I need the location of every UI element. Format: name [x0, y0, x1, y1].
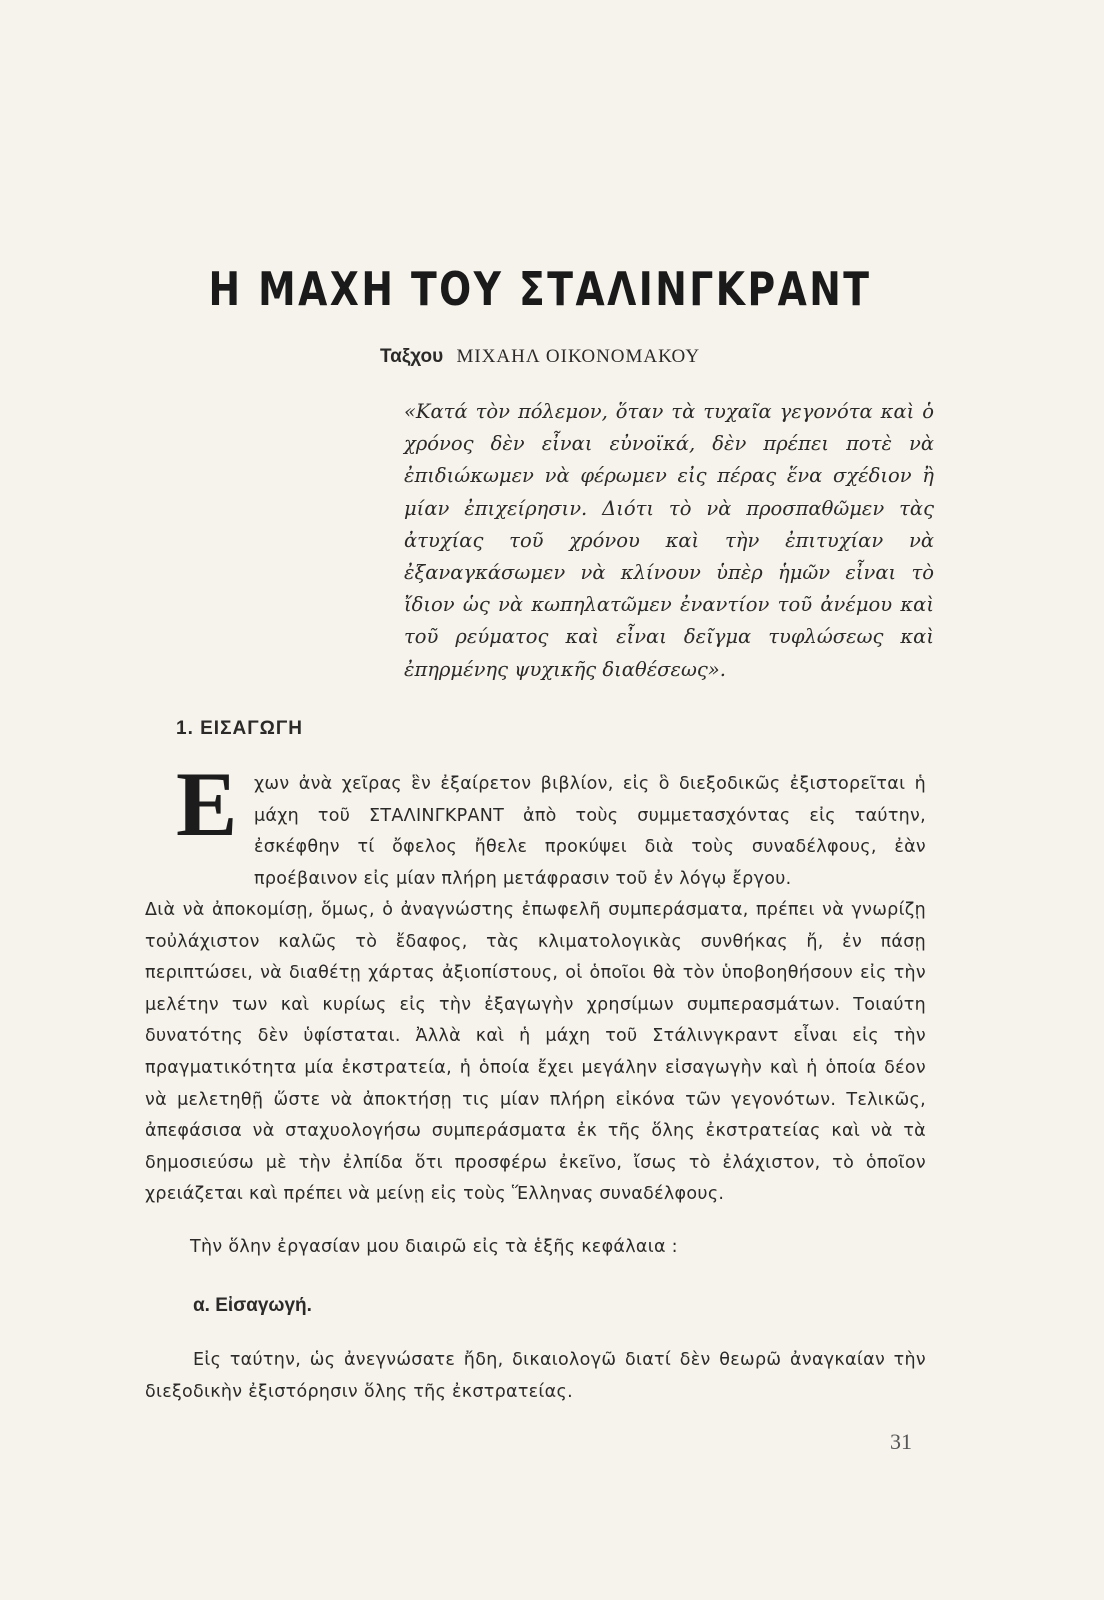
- subsection-paragraph: Εἰς ταύτην, ὡς ἀνεγνώσατε ἤδη, δικαιολογῶ διατί δὲν θεωρῶ ἀναγκαίαν τὴν διεξοδικὴν ἐξιστόρησιν ὅλης τῆς ἐκστρατείας.: [145, 1350, 926, 1402]
- subsection-heading: α. Εἰσαγωγή.: [193, 1295, 312, 1316]
- drop-cap-letter: Ε: [176, 753, 238, 855]
- author-line: [0, 346, 1080, 368]
- chapter-division-sentence: Τὴν ὅλην ἐργασίαν μου διαιρῶ εἰς τὰ ἑξῆς κεφάλαια :: [190, 1237, 678, 1257]
- page-number: 31: [890, 1429, 912, 1454]
- section-heading: 1. ΕΙΣΑΓΩΓΗ: [176, 718, 303, 739]
- article-title: Η ΜΑΧΗ ΤΟΥ ΣΤΑΛΙΝΓΚΡΑΝΤ: [208, 262, 872, 316]
- epigraph-quote: «Κατά τὸν πόλεμον, ὅταν τὰ τυχαῖα γεγονότα καὶ ὁ χρόνος δὲν εἶναι εὐνοϊκά, δὲν πρέπει ποτὲ νὰ ἐπιδιώκωμεν νὰ φέρωμεν εἰς πέρας ἕνα σχέδιον ἢ μίαν ἐπιχείρησιν. Διότι τὸ νὰ προσπαθῶμεν τὰς ἀτυχίας τοῦ χρόνου καὶ τὴν ἐπιτυχίαν νὰ ἐξαναγκάσωμεν νὰ κλίνουν ὑπὲρ ἡμῶν εἶναι τὸ ἴδιον ὡς νὰ κωπηλατῶμεν ἐναντίον τοῦ ἀνέμου καὶ τοῦ ρεύματος καὶ εἶναι δεῖγμα τυφλώσεως καὶ ἐπηρμένης ψυχικῆς διαθέσεως».: [404, 400, 934, 681]
- author-rank: Ταξχου: [379, 346, 444, 367]
- author-name: ΜΙΧΑΗΛ ΟΙΚΟΝΟΜΑΚΟΥ: [456, 346, 701, 367]
- intro-paragraph-first-lines: χων ἀνὰ χεῖρας ἓν ἐξαίρετον βιβλίον, εἰς ὃ διεξοδικῶς ἐξιστορεῖται ἡ μάχη τοῦ ΣΤΑΛΙΝΓΚΡΑΝΤ ἀπὸ τοὺς συμμετασχόντας εἰς ταύτην, ἐσκέφθην τί ὄφελος ἤθελε προκύψει διὰ τοὺς συναδέλφους, ἐὰν προέβαινον εἰς μίαν πλήρη μετάφρασιν τοῦ ἐν λόγῳ ἔργου.: [254, 774, 926, 889]
- intro-paragraph-continuation: Διὰ νὰ ἀποκομίσῃ, ὅμως, ὁ ἀναγνώστης ἐπωφελῆ συμπεράσματα, πρέπει νὰ γνωρίζῃ τοὐλάχιστον καλῶς τὸ ἔδαφος, τὰς κλιματολογικὰς συνθήκας ἤ, ἐν πάσῃ περιπτώσει, νὰ διαθέτῃ χάρτας ἀξιοπίστους, οἱ ὁποῖοι θὰ τὸν ὑποβοηθήσουν εἰς τὴν μελέτην των καὶ κυρίως εἰς τὴν ἐξαγωγὴν χρησίμων συμπερασμάτων. Τοιαύτη δυνατότης δὲν ὑφίσταται. Ἀλλὰ καὶ ἡ μάχη τοῦ Στάλινγκραντ εἶναι εἰς τὴν πραγματικότητα μία ἐκστρατεία, ἡ ὁποία ἔχει μεγάλην εἰσαγωγὴν καὶ ἡ ὁποία δέον νὰ μελετηθῇ ὥστε νὰ ἀποκτήσῃ τις μίαν πλήρη εἰκόνα τῶν γεγονότων. Τελικῶς, ἀπεφάσισα νὰ σταχυολογήσω συμπεράσματα ἐκ τῆς ὅλης ἐκστρατείας καὶ νὰ τὰ δημοσιεύσω μὲ τὴν ἐλπίδα ὅτι προσφέρω ἐκεῖνο, ἴσως τὸ ἐλάχιστον, τὸ ὁποῖον χρειάζεται καὶ πρέπει νὰ μείνῃ εἰς τοὺς Ἕλληνας συναδέλφους.: [145, 900, 926, 1205]
